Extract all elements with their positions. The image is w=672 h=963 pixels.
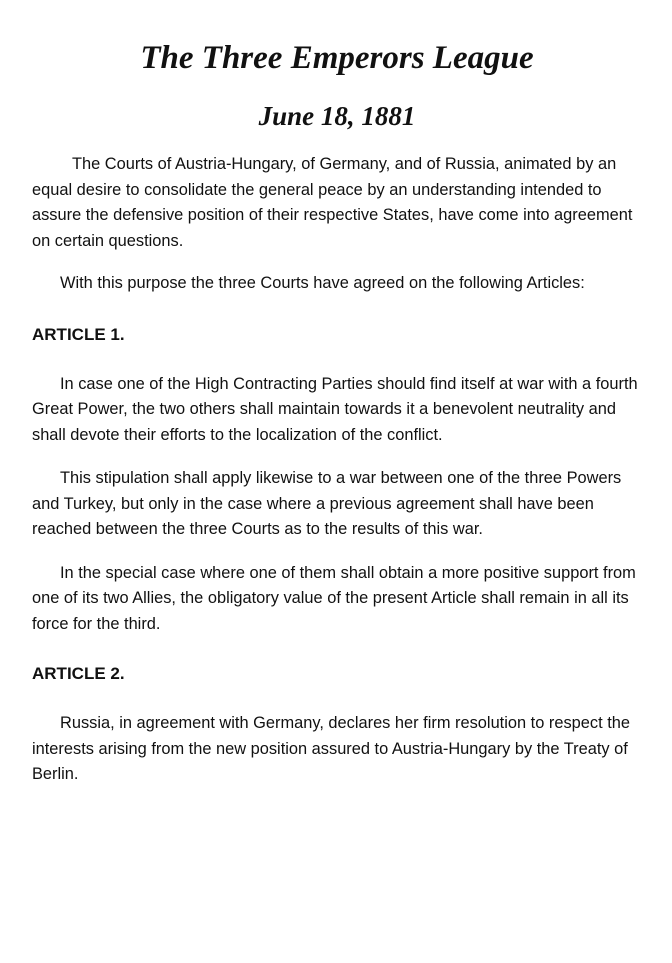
article-2-heading: ARTICLE 2. — [32, 664, 125, 683]
intro-paragraph-1: The Courts of Austria-Hungary, of Germany, and of Russia, animated by an equal desire to consolidate the general peace by an understanding intended to assure the defensive position of their respective States, have come into agreement on certain questions. — [32, 155, 633, 250]
article-1-paragraph-1: In case one of the High Contracting Parties should find itself at war with a fourth Great Power, the two others shall maintain towards it a benevolent neutrality and shall devote their efforts to the localization of the conflict. — [32, 374, 638, 444]
article-1-paragraph-3: In the special case where one of them shall obtain a more positive support from one of its two Allies, the obligatory value of the present Article shall remain in all its force for the third. — [32, 563, 636, 633]
article-1-heading: ARTICLE 1. — [32, 324, 125, 344]
article-1-paragraph-2: This stipulation shall apply likewise to a war between one of the three Powers and Turkey, but only in the case where a previous agreement shall have been reached between the three Courts as to the results of this war. — [32, 469, 622, 538]
document-date: June 18, 1881 — [258, 101, 416, 131]
document-title: The Three Emperors League — [140, 40, 534, 76]
article-2-paragraph-1: Russia, in agreement with Germany, declares her firm resolution to respect the interests arising from the new position assured to Austria-Hungary by the Treaty of Berlin. — [32, 714, 630, 783]
intro-paragraph-2: With this purpose the three Courts have agreed on the following Articles: — [60, 274, 585, 292]
